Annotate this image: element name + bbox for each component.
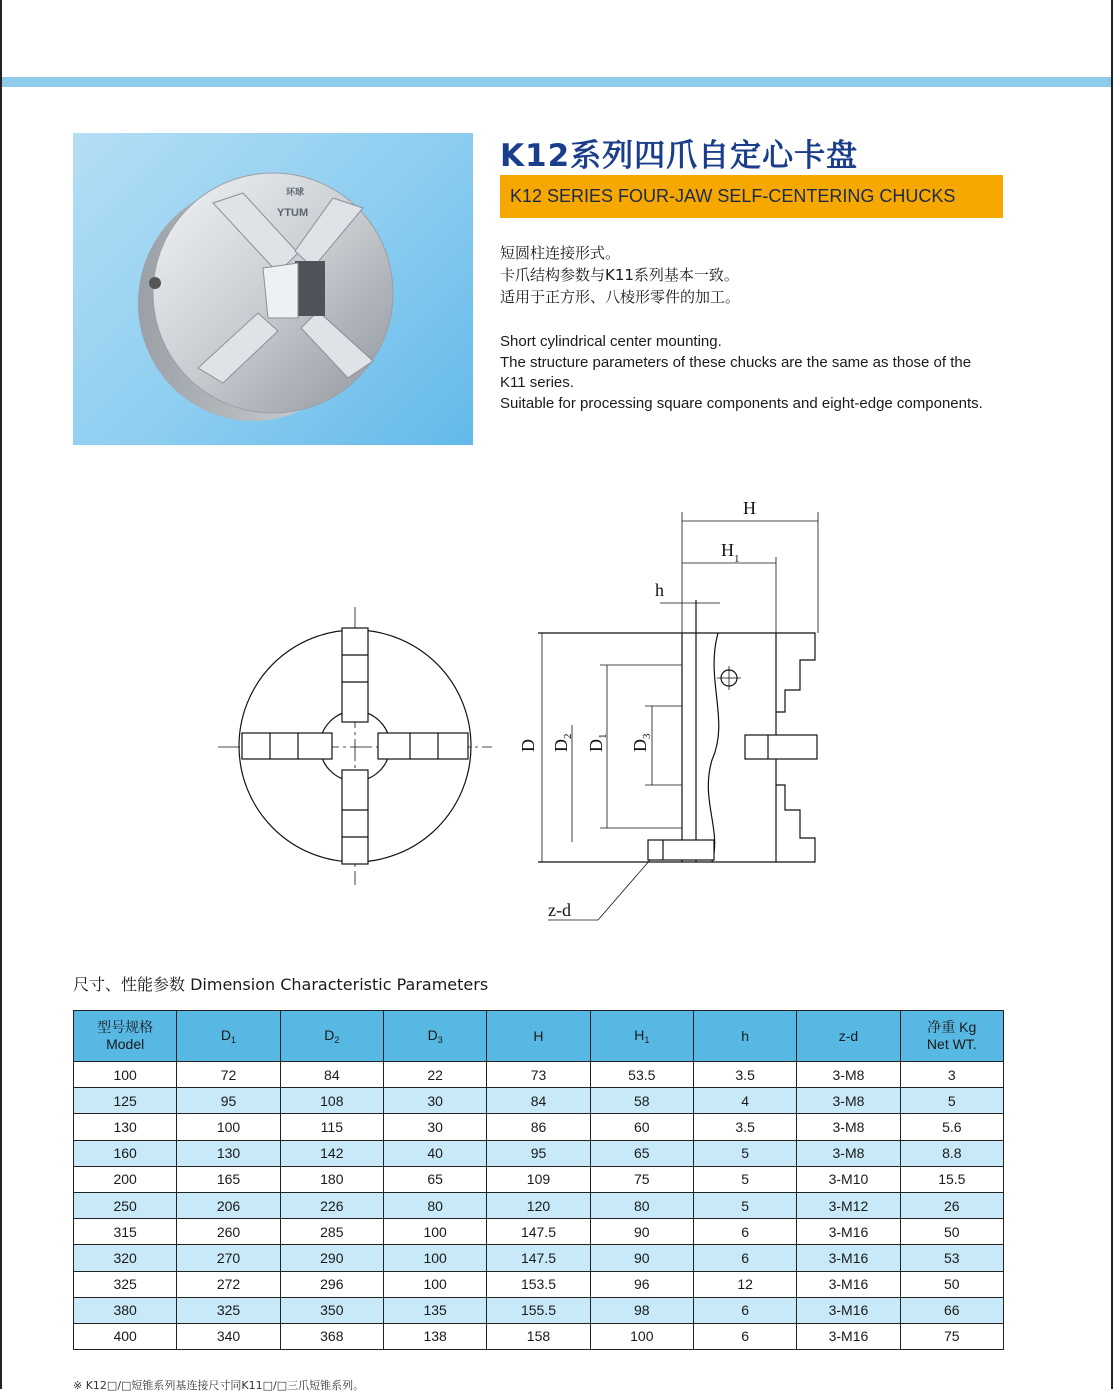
table-row <box>74 1245 1004 1271</box>
brand-logo: YTUM <box>277 207 309 219</box>
col-D1-sub: 1 <box>231 1034 237 1045</box>
table-cell: 80 <box>590 1192 693 1218</box>
table-cell: 100 <box>74 1062 177 1088</box>
table-row <box>74 1088 1004 1114</box>
table-cell: 3-M16 <box>797 1219 900 1245</box>
col-model-en: Model <box>106 1036 145 1052</box>
table-cell: 206 <box>177 1192 280 1218</box>
table-cell: 135 <box>383 1297 486 1323</box>
table-cell: 368 <box>280 1323 383 1349</box>
table-cell: 73 <box>487 1062 590 1088</box>
table-cell: 160 <box>74 1140 177 1166</box>
table-cell: 30 <box>383 1114 486 1140</box>
col-H: H <box>487 1011 590 1062</box>
table-cell: 138 <box>383 1323 486 1349</box>
table-cell: 84 <box>487 1088 590 1114</box>
table-cell: 270 <box>177 1245 280 1271</box>
table-cell: 109 <box>487 1166 590 1192</box>
table-cell: 325 <box>177 1297 280 1323</box>
table-row <box>74 1166 1004 1192</box>
table-cell: 3.5 <box>693 1062 796 1088</box>
table-cell: 155.5 <box>487 1297 590 1323</box>
dim-label-h: h <box>655 580 664 600</box>
table-cell: 315 <box>74 1219 177 1245</box>
col-model-cn: 型号规格 <box>97 1019 154 1035</box>
table-cell: 260 <box>177 1219 280 1245</box>
table-cell: 153.5 <box>487 1271 590 1297</box>
col-H1-label: H <box>634 1026 645 1043</box>
table-cell: 165 <box>177 1166 280 1192</box>
col-D3-label: D <box>427 1026 438 1043</box>
front-view-drawing <box>218 607 492 885</box>
table-row <box>74 1323 1004 1349</box>
table-cell: 147.5 <box>487 1245 590 1271</box>
table-cell: 84 <box>280 1062 383 1088</box>
table-cell: 226 <box>280 1192 383 1218</box>
col-D2 <box>280 1011 383 1062</box>
table-cell: 3-M8 <box>797 1062 900 1088</box>
col-model <box>74 1011 177 1062</box>
table-cell: 400 <box>74 1323 177 1349</box>
table-cell: 3-M8 <box>797 1088 900 1114</box>
col-D1-label: D <box>220 1026 232 1043</box>
table-cell: 5 <box>693 1140 796 1166</box>
table-cell: 6 <box>693 1219 796 1245</box>
desc-cn-line: 卡爪结构参数与K11系列基本一致。 <box>500 266 739 284</box>
col-weight-en: Net WT. <box>926 1036 977 1052</box>
dim-label-H1-sub: 1 <box>734 553 740 565</box>
table-row <box>74 1219 1004 1245</box>
table-row <box>74 1114 1004 1140</box>
table-cell: 30 <box>383 1088 486 1114</box>
table-cell: 4 <box>693 1088 796 1114</box>
table-cell: 285 <box>280 1219 383 1245</box>
table-cell: 100 <box>383 1271 486 1297</box>
table-cell: 340 <box>177 1323 280 1349</box>
table-row <box>74 1192 1004 1218</box>
table-cell: 100 <box>177 1114 280 1140</box>
dim-label-D1-sub: 1 <box>597 733 609 739</box>
desc-en-line: Short cylindrical center mounting. <box>500 333 722 350</box>
table-header-row <box>74 1011 1004 1062</box>
table-cell: 5 <box>693 1192 796 1218</box>
dim-label-D2: D <box>551 739 571 752</box>
col-D3 <box>383 1011 486 1062</box>
table-cell: 96 <box>590 1271 693 1297</box>
table-cell: 272 <box>177 1271 280 1297</box>
col-H1 <box>590 1011 693 1062</box>
col-h: h <box>693 1011 796 1062</box>
parameters-section-title: 尺寸、性能参数 Dimension Characteristic Parameters <box>73 975 489 994</box>
table-cell: 6 <box>693 1297 796 1323</box>
col-H1-sub: 1 <box>644 1034 650 1045</box>
table-cell: 158 <box>487 1323 590 1349</box>
table-cell: 58 <box>590 1088 693 1114</box>
table-cell: 3-M12 <box>797 1192 900 1218</box>
table-cell: 95 <box>177 1088 280 1114</box>
table-cell: 22 <box>383 1062 486 1088</box>
table-cell: 100 <box>383 1245 486 1271</box>
logo-cn: 环球 <box>286 187 305 197</box>
table-cell: 3-M16 <box>797 1245 900 1271</box>
col-D1 <box>177 1011 280 1062</box>
parameters-table <box>73 1010 1004 1350</box>
table-cell: 147.5 <box>487 1219 590 1245</box>
table-cell: 95 <box>487 1140 590 1166</box>
dim-label-zd: z-d <box>548 900 571 920</box>
table-cell: 3-M16 <box>797 1271 900 1297</box>
dim-label-D2-sub: 2 <box>562 733 574 739</box>
dim-label-H: H <box>743 498 756 518</box>
table-cell: 380 <box>74 1297 177 1323</box>
desc-cn-line: 适用于正方形、八棱形零件的加工。 <box>500 288 741 306</box>
col-zd: z-d <box>797 1011 900 1062</box>
table-cell: 120 <box>487 1192 590 1218</box>
table-cell: 180 <box>280 1166 383 1192</box>
table-cell: 50 <box>900 1271 1003 1297</box>
table-cell: 65 <box>383 1166 486 1192</box>
table-cell: 142 <box>280 1140 383 1166</box>
footnote: ※ K12□/□短锥系列基连接尺寸同K11□/□三爪短锥系列。 <box>73 1379 365 1392</box>
desc-cn-line: 短圆柱连接形式。 <box>500 244 621 262</box>
table-cell: 3.5 <box>693 1114 796 1140</box>
table-cell: 320 <box>74 1245 177 1271</box>
table-cell: 3-M8 <box>797 1140 900 1166</box>
table-cell: 3 <box>900 1062 1003 1088</box>
table-cell: 12 <box>693 1271 796 1297</box>
table-cell: 325 <box>74 1271 177 1297</box>
col-D3-sub: 3 <box>437 1034 443 1045</box>
table-cell: 6 <box>693 1245 796 1271</box>
dim-label-D: D <box>518 739 538 752</box>
table-cell: 75 <box>590 1166 693 1192</box>
table-cell: 3-M10 <box>797 1166 900 1192</box>
dim-label-H1: H <box>721 540 734 560</box>
table-cell: 3-M8 <box>797 1114 900 1140</box>
table-cell: 100 <box>383 1219 486 1245</box>
table-cell: 26 <box>900 1192 1003 1218</box>
table-cell: 130 <box>177 1140 280 1166</box>
desc-en-line: Suitable for processing square components and eight-edge components. <box>500 394 983 412</box>
col-weight-cn: 净重 Kg <box>927 1019 977 1035</box>
table-cell: 100 <box>590 1323 693 1349</box>
table-cell: 3-M16 <box>797 1323 900 1349</box>
table-cell: 53.5 <box>590 1062 693 1088</box>
table-cell: 5 <box>693 1166 796 1192</box>
desc-en-line: The structure parameters of these chucks are the same as those of the <box>500 353 972 371</box>
dim-label-D1: D <box>586 739 606 752</box>
table-cell: 72 <box>177 1062 280 1088</box>
table-row <box>74 1271 1004 1297</box>
table-cell: 108 <box>280 1088 383 1114</box>
table-cell: 65 <box>590 1140 693 1166</box>
table-cell: 290 <box>280 1245 383 1271</box>
col-D2-sub: 2 <box>334 1034 340 1045</box>
table-cell: 80 <box>383 1192 486 1218</box>
table-cell: 90 <box>590 1245 693 1271</box>
table-row <box>74 1140 1004 1166</box>
table-row <box>74 1062 1004 1088</box>
table-cell: 296 <box>280 1271 383 1297</box>
table-body <box>74 1062 1004 1350</box>
side-view-drawing <box>538 512 818 920</box>
table-cell: 66 <box>900 1297 1003 1323</box>
table-cell: 86 <box>487 1114 590 1140</box>
table-cell: 130 <box>74 1114 177 1140</box>
table-cell: 60 <box>590 1114 693 1140</box>
table-cell: 15.5 <box>900 1166 1003 1192</box>
table-cell: 115 <box>280 1114 383 1140</box>
table-cell: 40 <box>383 1140 486 1166</box>
col-net-weight <box>900 1011 1003 1062</box>
desc-en-line: K11 series. <box>500 374 574 391</box>
dimension-labels <box>518 498 756 920</box>
table-cell: 53 <box>900 1245 1003 1271</box>
table-row <box>74 1297 1004 1323</box>
dim-label-D3: D <box>630 739 650 752</box>
col-D2-label: D <box>324 1026 335 1043</box>
table-cell: 350 <box>280 1297 383 1323</box>
table-cell: 3-M16 <box>797 1297 900 1323</box>
table-cell: 250 <box>74 1192 177 1218</box>
table-cell: 200 <box>74 1166 177 1192</box>
page-title-en: K12 SERIES FOUR-JAW SELF-CENTERING CHUCKS <box>510 186 956 206</box>
table-cell: 50 <box>900 1219 1003 1245</box>
table-cell: 5 <box>900 1088 1003 1114</box>
table-cell: 6 <box>693 1323 796 1349</box>
dim-label-D3-sub: 3 <box>641 733 653 739</box>
table-cell: 5.6 <box>900 1114 1003 1140</box>
table-cell: 90 <box>590 1219 693 1245</box>
table-cell: 75 <box>900 1323 1003 1349</box>
table-cell: 98 <box>590 1297 693 1323</box>
table-cell: 8.8 <box>900 1140 1003 1166</box>
page-title-cn: K12系列四爪自定心卡盘 <box>500 138 859 174</box>
table-cell: 125 <box>74 1088 177 1114</box>
